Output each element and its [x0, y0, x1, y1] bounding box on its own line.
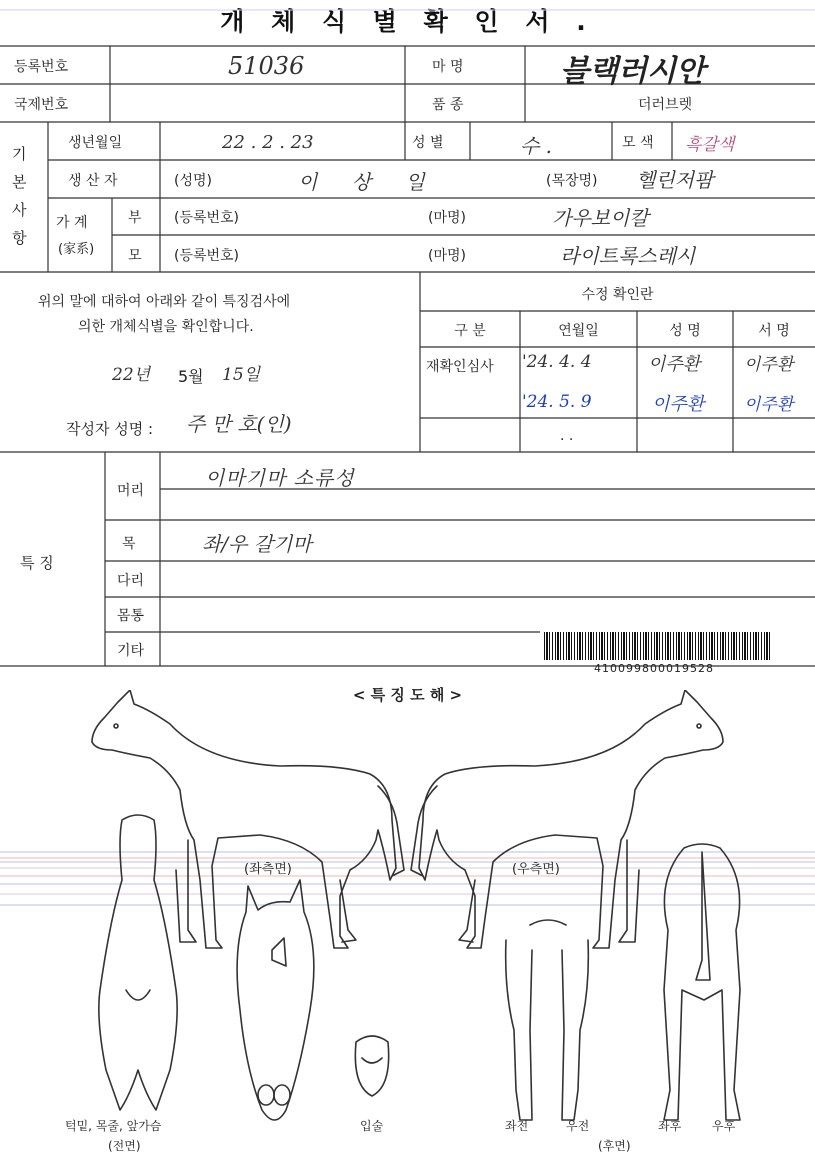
pedigree-hanja: (家系) [58, 242, 95, 257]
sire-name: 가우보이칼 [552, 206, 649, 230]
feature-etc-label: 기타 [117, 643, 145, 659]
front-left-caption: 좌전 [505, 1119, 529, 1133]
dam-label: 모 [128, 248, 142, 264]
farm-value: 헬린저팜 [636, 168, 714, 192]
horse-right-side-drawing [411, 690, 723, 948]
barcode [544, 632, 772, 660]
breeder-label: 생 산 자 [68, 173, 118, 189]
sire-reg-no-tag: (등록번호) [174, 210, 240, 226]
hind-left-caption: 좌후 [658, 1119, 682, 1133]
sire-name-tag: (마명) [428, 210, 466, 226]
feature-body-label: 몸통 [117, 608, 145, 624]
coat-color-value: 흑갈색 [685, 135, 735, 155]
statement-line1: 위의 말에 대하여 아래와 같이 특징검사에 [38, 294, 291, 310]
pedigree-label: 가 계 [56, 215, 88, 231]
intl-no-label: 국제번호 [14, 97, 69, 113]
breed-label: 품 종 [432, 97, 464, 113]
basic-section-label: 기본사항 [12, 145, 27, 247]
dam-name-tag: (마명) [428, 248, 466, 264]
dam-name: 라이트록스레시 [560, 244, 696, 268]
mod-header-name: 성 명 [669, 323, 701, 339]
features-section-label: 특 징 [20, 554, 54, 572]
left-side-caption: (좌측면) [244, 862, 292, 877]
mod-row-label: 재확인심사 [426, 359, 494, 375]
mod-row1-name: 이주환 [648, 354, 701, 375]
feature-leg-label: 다리 [117, 573, 145, 589]
mod-row2-date: '24. 5. 9 [522, 392, 592, 412]
right-side-caption: (우측면) [512, 862, 560, 877]
mod-row1-sign: 이주환 [744, 355, 794, 375]
document-title: 개 체 식 별 확 인 서 . [220, 7, 595, 36]
coat-color-label: 모 색 [622, 135, 654, 151]
reg-no-value: 51036 [228, 52, 305, 80]
mod-row2-name: 이주환 [652, 394, 705, 415]
dob-value: 22 . 2 . 23 [222, 132, 314, 153]
horse-name-value: 블랙러시안 [560, 54, 705, 89]
horse-front-chest-drawing [99, 815, 177, 1110]
farm-tag: (목장명) [546, 173, 598, 189]
feature-neck-label: 목 [122, 536, 136, 552]
front-caption-1: 턱밑, 목줄, 앞가슴 [65, 1119, 162, 1133]
sire-label: 부 [128, 210, 142, 226]
dam-reg-no-tag: (등록번호) [174, 248, 240, 264]
horse-muzzle-drawing [355, 1036, 388, 1096]
confirm-date-year: 22년 [112, 365, 151, 385]
horse-name-label: 마 명 [432, 59, 464, 75]
mod-row3-date: . . [560, 428, 574, 444]
horse-rear-view-drawing [664, 844, 740, 1120]
writer-signature: 주 만 호(인) [186, 412, 292, 436]
dob-label: 생년월일 [68, 135, 123, 151]
front-caption-2: (전면) [108, 1139, 141, 1153]
writer-label: 작성자 성명 : [66, 420, 154, 438]
mod-row2-sign: 이주환 [744, 395, 794, 415]
horse-head-front-drawing [237, 880, 314, 1120]
diagram-title: < 특 징 도 해 > [352, 686, 463, 704]
mod-header-category: 구 분 [454, 323, 486, 339]
breeder-name: 이 상 일 [298, 170, 439, 194]
breeder-name-tag: (성명) [174, 173, 212, 189]
modification-title: 수정 확인란 [581, 287, 654, 303]
confirm-date-day: 15일 [222, 365, 261, 385]
reg-no-label: 등록번호 [14, 59, 69, 75]
muzzle-caption: 입술 [360, 1119, 384, 1133]
rear-caption: (후면) [598, 1139, 631, 1153]
feature-neck-value: 좌/우 갈기마 [202, 532, 312, 556]
feature-head-value: 이마기마 소류성 [205, 466, 355, 490]
mod-header-sign: 서 명 [758, 323, 790, 339]
breed-value: 더러브렛 [638, 97, 693, 113]
barcode-number: 410099800019528 [594, 662, 714, 675]
horse-left-side-drawing [92, 690, 404, 948]
feature-head-label: 머리 [117, 483, 145, 499]
hind-right-caption: 우후 [712, 1119, 736, 1133]
mod-header-date: 연월일 [558, 323, 599, 339]
horse-diagrams [0, 690, 815, 1160]
mod-row1-date: '24. 4. 4 [522, 352, 592, 372]
horse-front-legs-drawing [506, 920, 589, 1120]
sex-value: 수 . [520, 134, 553, 158]
statement-line2: 의한 개체식별을 확인합니다. [78, 319, 254, 335]
sex-label: 성 별 [412, 135, 444, 151]
front-right-caption: 우전 [566, 1119, 590, 1133]
confirm-date-month: 5월 [178, 367, 204, 386]
